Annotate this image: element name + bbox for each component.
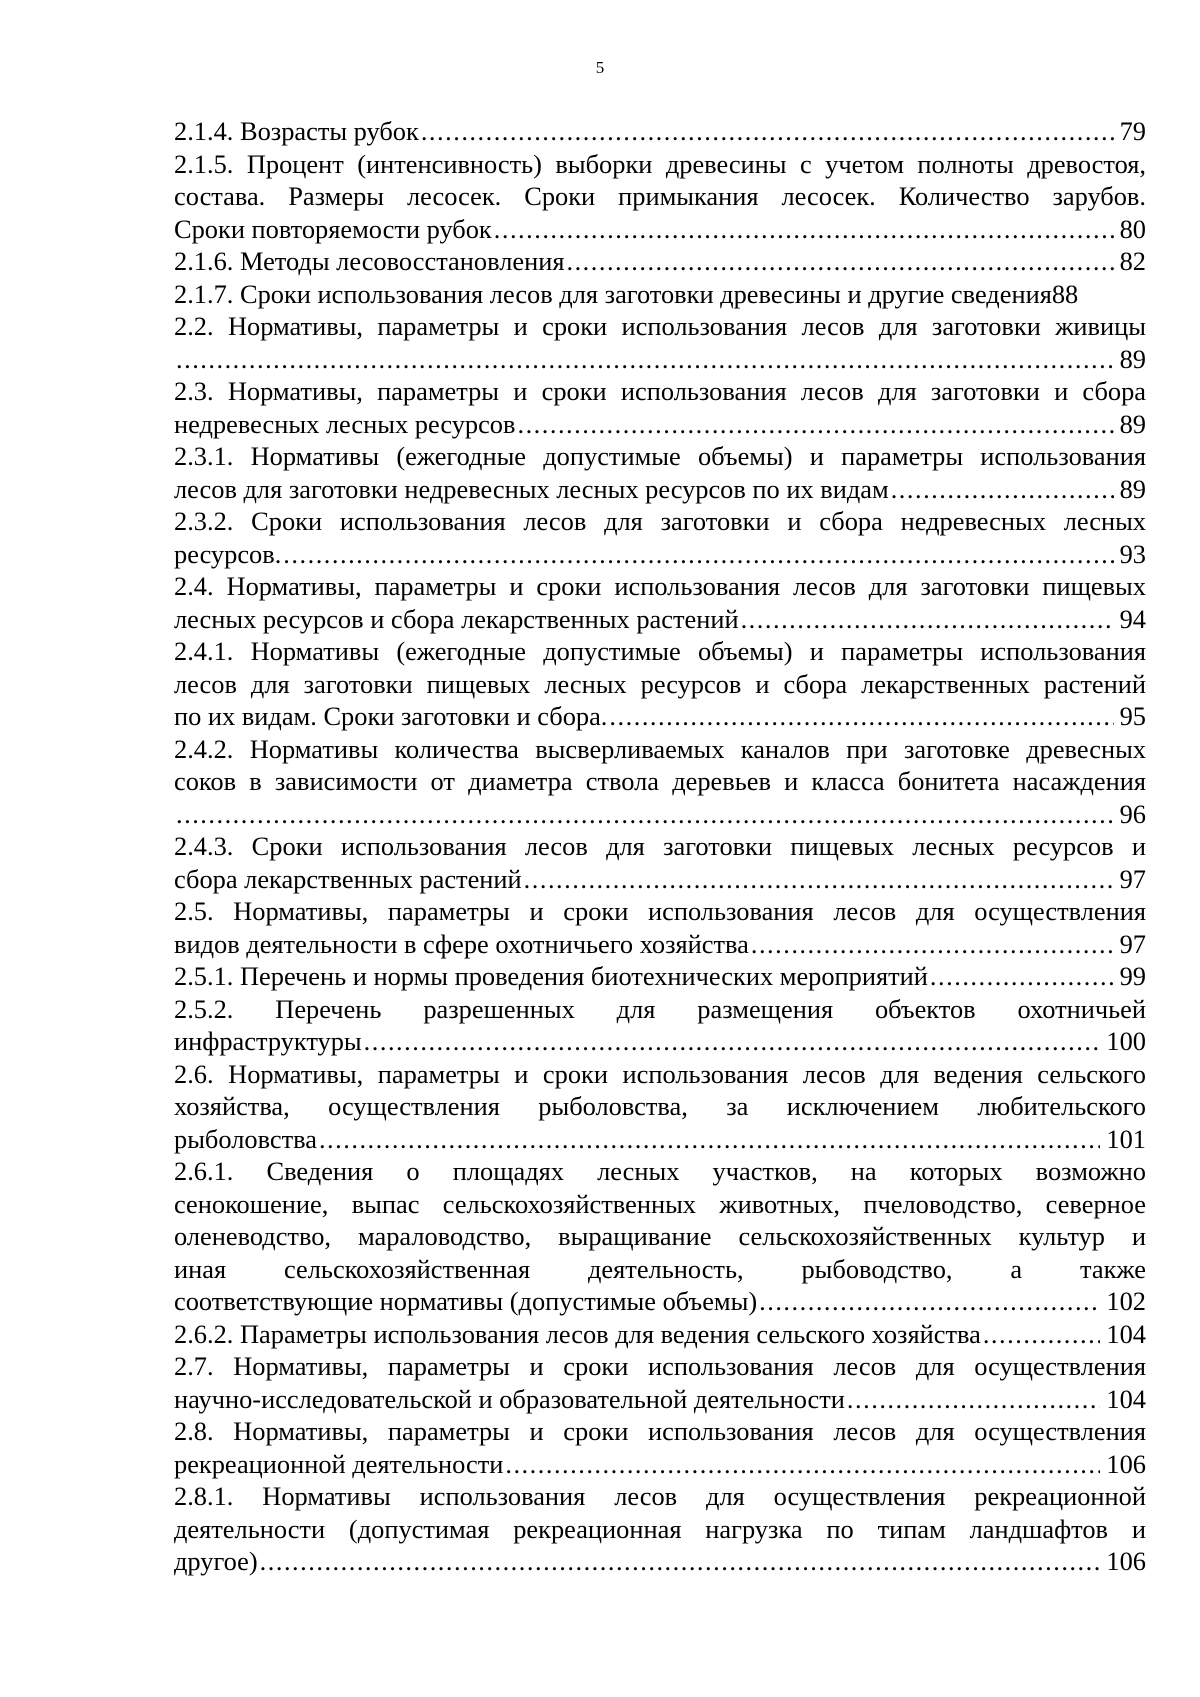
toc-entry-page-number: 106 [1106,1546,1146,1576]
toc-entry[interactable] [174,505,1146,570]
toc-entry[interactable] [174,148,1146,246]
toc-entry-line: деятельности (допустимая рекреационная нагрузка по типам ландшафтов и [174,1513,1146,1544]
toc-entry-line: состава. Размеры лесосек. Сроки примыкания лесосек. Количество зарубов. [174,181,1146,211]
toc-entry-last-line [174,1025,1146,1058]
toc-entry-last-line [174,1545,1146,1578]
toc-entry-last-line [174,1285,1146,1318]
toc-entry-line: 2.5.2. Перечень разрешенных для размещения объектов охотничьей [174,993,1146,1024]
toc-entry-page-number: 101 [1106,1123,1146,1154]
toc-entry-page-number: 79 [1119,116,1146,146]
toc-entry[interactable] [174,1350,1146,1415]
toc-entry-last-line [174,700,1146,733]
toc-entry-title: 2.1.4. Возрасты рубок [174,116,419,146]
toc-entry-last-line [174,863,1146,896]
toc-entry-page-number: 99 [1119,961,1146,991]
toc-entry-last-line [174,1123,1146,1156]
toc-entry-page-number: 80 [1119,213,1146,244]
toc-entry-title: научно-исследовательской и образовательной деятельности [174,1383,845,1414]
toc-entry[interactable] [174,830,1146,895]
dot-leader [524,863,1114,896]
toc-entry-title: соответствующие нормативы (допустимые объемы) [174,1286,758,1316]
toc-entry[interactable] [174,993,1146,1058]
toc-entry-page-number: 96 [1119,798,1146,829]
toc-entry-line: 2.8. Нормативы, параметры и сроки использования лесов для осуществления [174,1416,1146,1446]
dot-leader [283,538,1113,571]
toc-entry-title: 2.5.1. Перечень и нормы проведения биотехнических мероприятий [174,961,928,991]
dot-leader [319,1123,1100,1156]
toc-entry-line: 2.6. Нормативы, параметры и сроки использования лесов для ведения сельского [174,1058,1146,1089]
toc-entry[interactable] [174,278,1146,311]
toc-entry-line: 2.4.3. Сроки использования лесов для заготовки пищевых лесных ресурсов и [174,831,1146,861]
toc-entry-last-line [174,960,1146,993]
toc-entry-line: 2.4.1. Нормативы (ежегодные допустимые объемы) и параметры использования [174,636,1146,666]
toc-entry-line: иная сельскохозяйственная деятельность, рыбоводство, а также [174,1253,1146,1284]
toc-entry-title: лесных ресурсов и сбора лекарственных растений [174,603,739,634]
toc-entry-page-number: 89 [1119,408,1146,439]
dot-leader [517,408,1113,441]
toc-entry-page-number: 97 [1119,863,1146,894]
toc-entry-title: 2.6.2. Параметры использования лесов для ведения сельского хозяйства [174,1318,981,1349]
dot-leader [566,245,1113,278]
toc-entry-page-number: 94 [1119,603,1146,634]
toc-entry[interactable] [174,1415,1146,1480]
toc-entry-line: 2.3.2. Сроки использования лесов для заготовки и сбора недревесных лесных [174,506,1146,536]
table-of-contents [174,115,1146,1578]
toc-entry-title: инфраструктуры [174,1026,362,1056]
toc-entry-line: 2.4.2. Нормативы количества высверливаемых каналов при заготовке древесных [174,733,1146,764]
dot-leader [494,213,1114,246]
toc-entry-line: 2.8.1. Нормативы использования лесов для осуществления рекреационной [174,1481,1146,1511]
toc-entry-last-line [174,928,1146,961]
toc-entry-line: 2.4. Нормативы, параметры и сроки использования лесов для заготовки пищевых [174,571,1146,601]
toc-entry-title: по их видам. Сроки заготовки и сбора. [174,701,608,731]
toc-entry[interactable] [174,635,1146,733]
dot-leader [421,115,1114,148]
toc-entry-page-number: 104 [1106,1318,1146,1349]
toc-entry-line: 2.3.1. Нормативы (ежегодные допустимые объемы) и параметры использования [174,441,1146,471]
toc-entry-title: Сроки повторяемости рубок [174,213,492,244]
toc-entry-title: недревесных лесных ресурсов [174,408,516,439]
toc-entry[interactable] [174,733,1146,831]
toc-entry[interactable] [174,570,1146,635]
toc-entry-line: хозяйства, осуществления рыболовства, за исключением любительского [174,1091,1146,1121]
toc-entry[interactable] [174,115,1146,148]
toc-entry[interactable] [174,1155,1146,1318]
toc-entry[interactable] [174,960,1146,993]
toc-entry[interactable] [174,245,1146,278]
toc-entry-last-line [174,278,1146,311]
toc-entry-line: 2.3. Нормативы, параметры и сроки использования лесов для заготовки и сбора [174,376,1146,406]
toc-entry-line: 2.7. Нормативы, параметры и сроки использования лесов для осуществления [174,1351,1146,1381]
toc-entry-page-number: 93 [1119,538,1146,569]
toc-entry-title: лесов для заготовки недревесных лесных ресурсов по их видам [174,473,889,504]
dot-leader [176,343,1114,376]
page-number: 5 [595,58,605,77]
toc-entry-title: рекреационной деятельности [174,1448,504,1479]
toc-entry-last-line [174,213,1146,246]
toc-entry-page-number: 89 [1119,473,1146,504]
toc-entry-page-number: 100 [1106,1026,1146,1056]
toc-entry-line: лесов для заготовки пищевых лесных ресурсов и сбора лекарственных растений [174,668,1146,699]
toc-entry-title: ресурсов. [174,538,282,569]
toc-entry-page-number: 95 [1119,701,1146,731]
toc-entry-title: 2.1.6. Методы лесовосстановления [174,246,565,276]
dot-leader [505,1448,1100,1481]
toc-entry-last-line [174,798,1146,831]
dot-leader [983,1318,1101,1351]
toc-entry-last-line [174,473,1146,506]
toc-entry-line: сенокошение, выпас сельскохозяйственных животных, пчеловодство, северное [174,1188,1146,1219]
toc-entry-last-line [174,1318,1146,1351]
toc-entry[interactable] [174,1480,1146,1578]
toc-entry-page-number: 102 [1106,1286,1146,1316]
toc-entry-title: сбора лекарственных растений [174,863,522,894]
dot-leader [751,928,1114,961]
toc-entry-page-number: 88 [1051,278,1079,309]
dot-leader [847,1383,1100,1416]
toc-entry-page-number: 82 [1119,246,1146,276]
toc-entry[interactable] [174,440,1146,505]
toc-entry-page-number: 97 [1119,928,1146,959]
toc-entry[interactable] [174,375,1146,440]
toc-entry[interactable] [174,1318,1146,1351]
dot-leader [176,798,1114,831]
dot-leader [891,473,1114,506]
toc-entry-line: 2.2. Нормативы, параметры и сроки использования лесов для заготовки живицы [174,311,1146,341]
toc-entry-last-line [174,115,1146,148]
toc-entry-title: 2.1.7. Сроки использования лесов для заготовки древесины и другие сведения [174,278,1052,309]
toc-entry-line: 2.1.5. Процент (интенсивность) выборки древесины с учетом полноты древостоя, [174,148,1146,179]
dot-leader [759,1285,1100,1318]
toc-entry-line: соков в зависимости от диаметра ствола деревьев и класса бонитета насаждения [174,766,1146,796]
toc-entry-line: оленеводство, мараловодство, выращивание сельскохозяйственных культур и [174,1221,1146,1251]
toc-entry[interactable] [174,310,1146,375]
toc-entry-last-line [174,603,1146,636]
toc-entry-last-line [174,245,1146,278]
toc-entry-line: 2.6.1. Сведения о площадях лесных участков, на которых возможно [174,1156,1146,1186]
toc-entry-page-number: 106 [1106,1448,1146,1479]
toc-entry-page-number: 104 [1106,1383,1146,1414]
dot-leader [741,603,1114,636]
toc-entry[interactable] [174,895,1146,960]
toc-entry[interactable] [174,1058,1146,1156]
dot-leader [609,700,1113,733]
toc-entry-last-line [174,1383,1146,1416]
toc-entry-title: рыболовства [174,1123,317,1154]
toc-entry-line: 2.5. Нормативы, параметры и сроки использования лесов для осуществления [174,896,1146,926]
dot-leader [930,960,1114,993]
dot-leader [260,1545,1101,1578]
toc-entry-last-line [174,538,1146,571]
toc-entry-last-line [174,408,1146,441]
toc-entry-title: другое) [174,1546,258,1576]
toc-entry-title: видов деятельности в сфере охотничьего хозяйства [174,928,749,959]
dot-leader [364,1025,1101,1058]
toc-entry-page-number: 89 [1119,343,1146,374]
toc-entry-last-line [174,1448,1146,1481]
toc-entry-last-line [174,343,1146,376]
